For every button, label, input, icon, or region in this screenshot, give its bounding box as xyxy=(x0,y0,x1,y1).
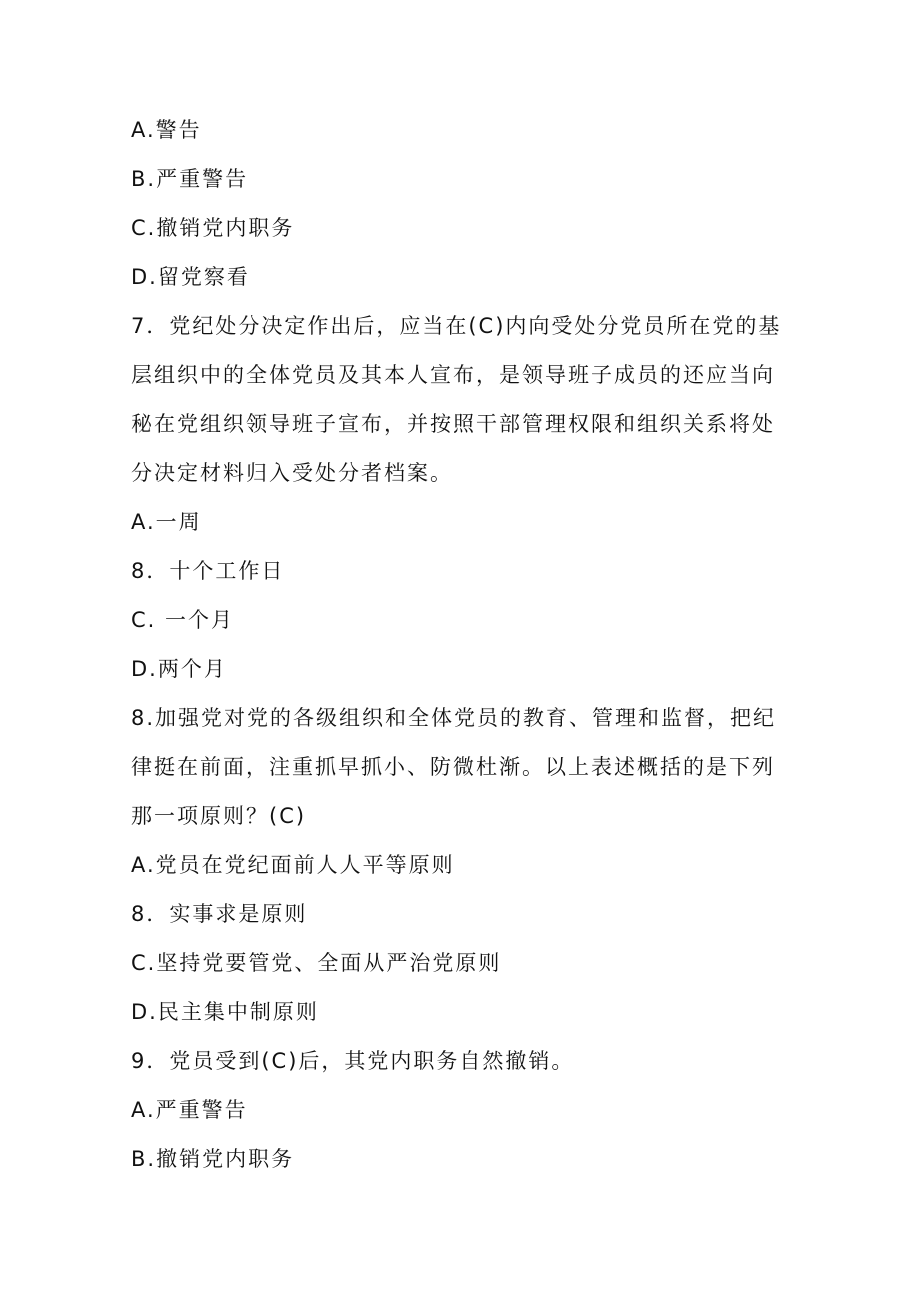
q9-option-a: A.严重警告 xyxy=(131,1098,248,1122)
question-7-line-1: 7．党纪处分决定作出后，应当在(C)内向受处分党员所在党的基 xyxy=(131,314,782,338)
question-8-line-2: 律挺在前面，注重抓早抓小、防微杜渐。以上表述概括的是下列 xyxy=(131,755,775,779)
document-body xyxy=(131,113,791,1191)
option-b-serious-warning: B.严重警告 xyxy=(131,167,249,191)
question-8-line-3: 那一项原则？(C) xyxy=(131,804,307,828)
q9-option-b: B.撤销党内职务 xyxy=(131,1147,295,1171)
question-7-line-3: 秘在党组织领导班子宣布，并按照干部管理权限和组织关系将处 xyxy=(131,412,775,436)
q7-option-b: 8．十个工作日 xyxy=(131,559,285,583)
q7-option-a: A.一周 xyxy=(131,510,202,534)
q8-option-b: 8．实事求是原则 xyxy=(131,902,308,926)
question-8-line-1: 8.加强党对党的各级组织和全体党员的教育、管理和监督，把纪 xyxy=(131,706,777,730)
question-7-line-4: 分决定材料归入受处分者档案。 xyxy=(131,461,453,485)
q7-option-d: D.两个月 xyxy=(131,657,227,681)
question-9-line-1: 9．党员受到(C)后，其党内职务自然撤销。 xyxy=(131,1049,575,1073)
q8-option-c: C.坚持党要管党、全面从严治党原则 xyxy=(131,951,502,975)
question-7-line-2: 层组织中的全体党员及其本人宣布，是领导班子成员的还应当向 xyxy=(131,363,775,387)
option-d-probation: D.留党察看 xyxy=(131,265,250,289)
q8-option-d: D.民主集中制原则 xyxy=(131,1000,319,1024)
option-a-warning: A.警告 xyxy=(131,118,202,142)
q7-option-c: C. 一个月 xyxy=(131,608,235,632)
option-c-revoke-post: C.撤销党内职务 xyxy=(131,216,295,240)
q8-option-a: A.党员在党纪面前人人平等原则 xyxy=(131,853,455,877)
